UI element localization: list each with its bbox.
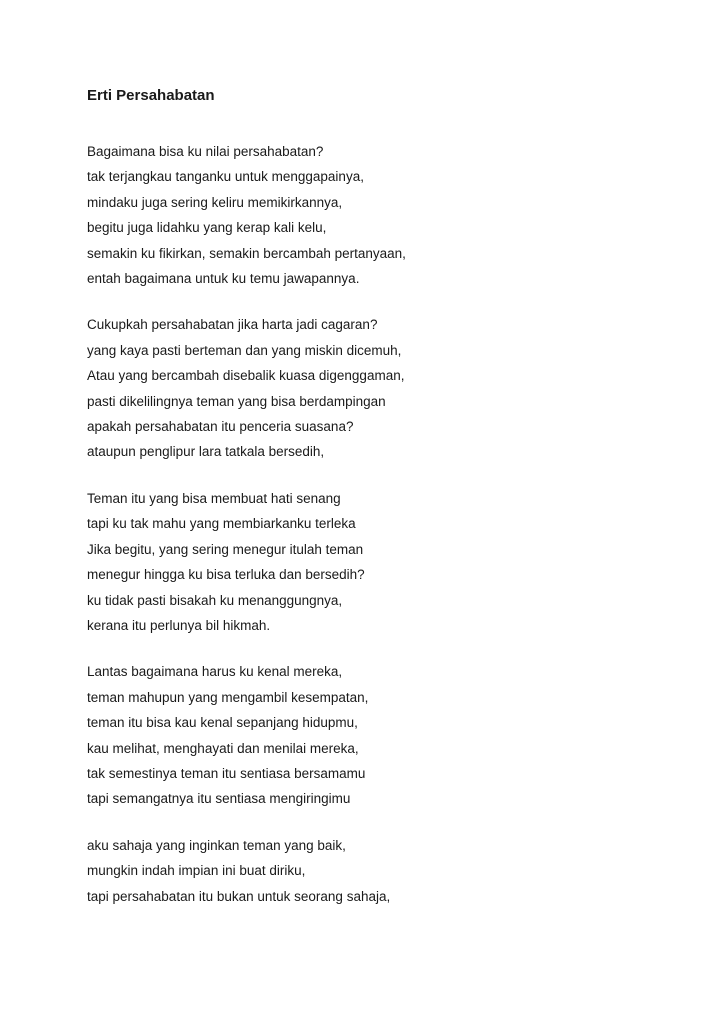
poem-line: Lantas bagaimana harus ku kenal mereka, — [87, 664, 343, 680]
poem-line: pasti dikelilingnya teman yang bisa berdampingan — [87, 393, 386, 409]
poem-line: Teman itu yang bisa membuat hati senang — [87, 490, 341, 506]
poem-line: mindaku juga sering keliru memikirkannya, — [87, 194, 343, 210]
poem-line: entah bagaimana untuk ku temu jawapannya. — [87, 271, 360, 287]
poem-line: apakah persahabatan itu penceria suasana? — [87, 419, 354, 435]
poem-line: teman mahupun yang mengambil kesempatan, — [87, 689, 369, 705]
document-page — [87, 86, 687, 930]
poem-line: kerana itu perlunya bil hikmah. — [87, 617, 271, 633]
poem-line: tak terjangkau tanganku untuk menggapainya, — [87, 169, 364, 185]
poem-line: mungkin indah impian ini buat diriku, — [87, 863, 306, 879]
poem-line: teman itu bisa kau kenal sepanjang hidupmu, — [87, 715, 358, 731]
poem-title: Erti Persahabatan — [87, 87, 215, 104]
poem-line: yang kaya pasti berteman dan yang miskin dicemuh, — [87, 342, 402, 358]
stanza — [87, 833, 687, 909]
poem-line: begitu juga lidahku yang kerap kali kelu, — [87, 220, 327, 236]
poem-line: tapi persahabatan itu bukan untuk seorang sahaja, — [87, 888, 391, 904]
poem-line: Atau yang bercambah disebalik kuasa digenggaman, — [87, 368, 405, 384]
stanza — [87, 659, 687, 811]
poem-line: Bagaimana bisa ku nilai persahabatan? — [87, 144, 324, 159]
stanza — [87, 139, 687, 291]
poem-line: tapi ku tak mahu yang membiarkanku terleka — [87, 516, 356, 532]
poem-line: ku tidak pasti bisakah ku menanggungnya, — [87, 592, 343, 608]
poem-line: Cukupkah persahabatan jika harta jadi cagaran? — [87, 317, 378, 333]
poem-line: kau melihat, menghayati dan menilai mereka, — [87, 740, 359, 756]
poem-line: semakin ku fikirkan, semakin bercambah pertanyaan, — [87, 245, 406, 261]
poem-line: aku sahaja yang inginkan teman yang baik, — [87, 837, 346, 853]
poem-line: tapi semangatnya itu sentiasa mengiringimu — [87, 791, 351, 807]
poem-line: menegur hingga ku bisa terluka dan bersedih? — [87, 567, 365, 583]
poem-line: tak semestinya teman itu sentiasa bersamamu — [87, 765, 366, 781]
stanza — [87, 486, 687, 638]
poem-line: ataupun penglipur lara tatkala bersedih, — [87, 444, 325, 460]
stanza — [87, 312, 687, 464]
poem-line: Jika begitu, yang sering menegur itulah teman — [87, 541, 364, 557]
